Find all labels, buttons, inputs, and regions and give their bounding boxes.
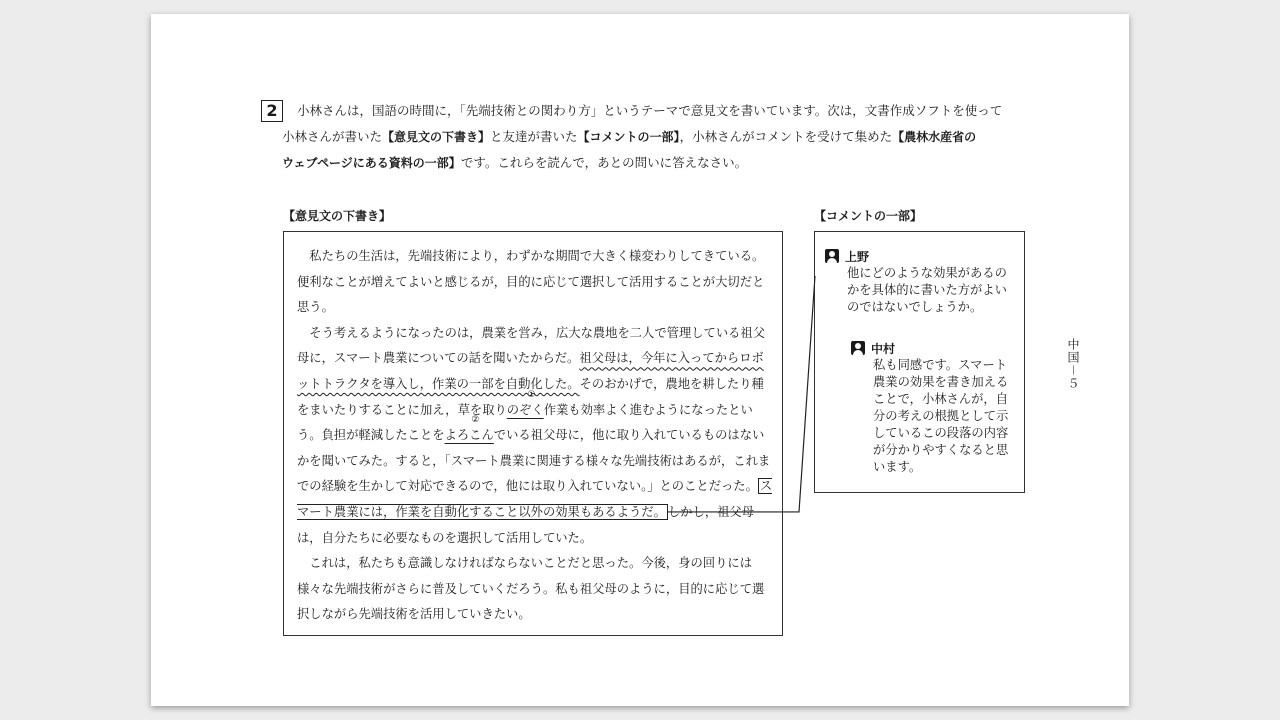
wavy-underlined-sentence: 祖父母は，今年に入ってからロボットトラクタを導入し，作業の一部を自動化した。 <box>297 351 764 391</box>
draft-text-run: しかし，祖父母は，自分たちに必要なものを選択して活用していた。 <box>297 504 755 545</box>
comment-line: 分の考えの根拠として示 <box>873 409 1009 423</box>
question-number: 2 <box>261 100 283 122</box>
draft-text-run: そのおかげで，農地を耕したり種をまいたりすることに加え，草を取り <box>297 376 764 417</box>
underlined-word-2-text: よろこん <box>444 428 494 443</box>
draft-text-run: そう考えるようになったのは，農業を営み，広大な農地を二人で管理している祖父母に，スマート農業についての話を聞いたからだ。 <box>297 325 766 366</box>
comment-line: のではないでしょうか。 <box>847 300 983 314</box>
draft-paragraph-1: 私たちの生活は，先端技術により，わずかな期間で大きく様変わりしてきている。便利なことが増えてよいと感じるが，目的に応じて選択して活用することが大切だと思う。 <box>297 249 765 315</box>
intro-bold-material-title-cont: ウェブページにある資料の一部】 <box>282 156 461 170</box>
draft-text-run: でいる祖父母に，他に取り入れているものはないかを聞いてみた。すると，「スマート農業に関連する様々な先端技術はあるが，これまでの経験を生かして対応できるので，他には取り入れていない。」とのことだった。 <box>297 428 771 494</box>
comment-line: います。 <box>873 460 922 474</box>
connector-polyline <box>668 276 815 512</box>
intro-bold-comment-title: 【コメントの一部】 <box>577 130 680 144</box>
comment-author-name: 上野 <box>845 250 870 264</box>
intro-bold-draft-title: 【意見文の下書き】 <box>382 130 491 144</box>
comment-line: ことで，小林さんが，自 <box>873 392 1009 406</box>
underlined-word-1-text: のぞく <box>506 402 544 417</box>
draft-paragraph-3: これは，私たちも意識しなければならないことだと思った。今後，身の回りには様々な先端技術がさらに普及していくだろう。私も祖父母のように，目的に応じて選択しながら先端技術を活用していきたい。 <box>297 556 765 622</box>
comment-connector-line <box>151 14 1129 706</box>
comment-heading: 【コメントの一部】 <box>814 209 923 223</box>
draft-text-run: 作業も効率よく進むようになったという。負担が軽減したことを <box>297 402 753 443</box>
comment-line: 私も同感です。スマート <box>873 358 1008 372</box>
comment-line: しているこの段落の内容 <box>873 426 1009 440</box>
page-label: 中国－５ <box>1066 338 1080 391</box>
exam-page <box>151 14 1129 706</box>
comment-author-name: 中村 <box>871 342 896 356</box>
intro-line-1: 小林さんは，国語の時間に，「先端技術との関わり方」というテーマで意見文を書いています。次は，文書作成ソフトを使って <box>297 103 1003 118</box>
mark-2: ② <box>471 415 480 426</box>
intro-text: 小林さんが書いた <box>282 129 383 144</box>
comment-line: かを具体的に書いた方がよい <box>847 283 1007 297</box>
comment-line: が分かりやすくなると思 <box>873 443 1009 457</box>
comment-line: 農業の効果を書き加える <box>873 375 1009 389</box>
intro-bold-material-title: 【農林水産省の <box>892 130 977 144</box>
intro-text: ，小林さんがコメントを受けて集めた <box>679 129 893 144</box>
intro-text: です。これらを読んで，あとの問いに答えなさい。 <box>460 155 748 170</box>
boxed-sentence: スマート農業には，作業を自動化すること以外の効果もあるようだ。 <box>297 479 773 519</box>
draft-heading: 【意見文の下書き】 <box>283 209 392 223</box>
comment-line: 他にどのような効果があるの <box>847 266 1007 280</box>
mark-1: ① <box>527 389 536 400</box>
intro-text: と友達が書いた <box>490 129 578 144</box>
